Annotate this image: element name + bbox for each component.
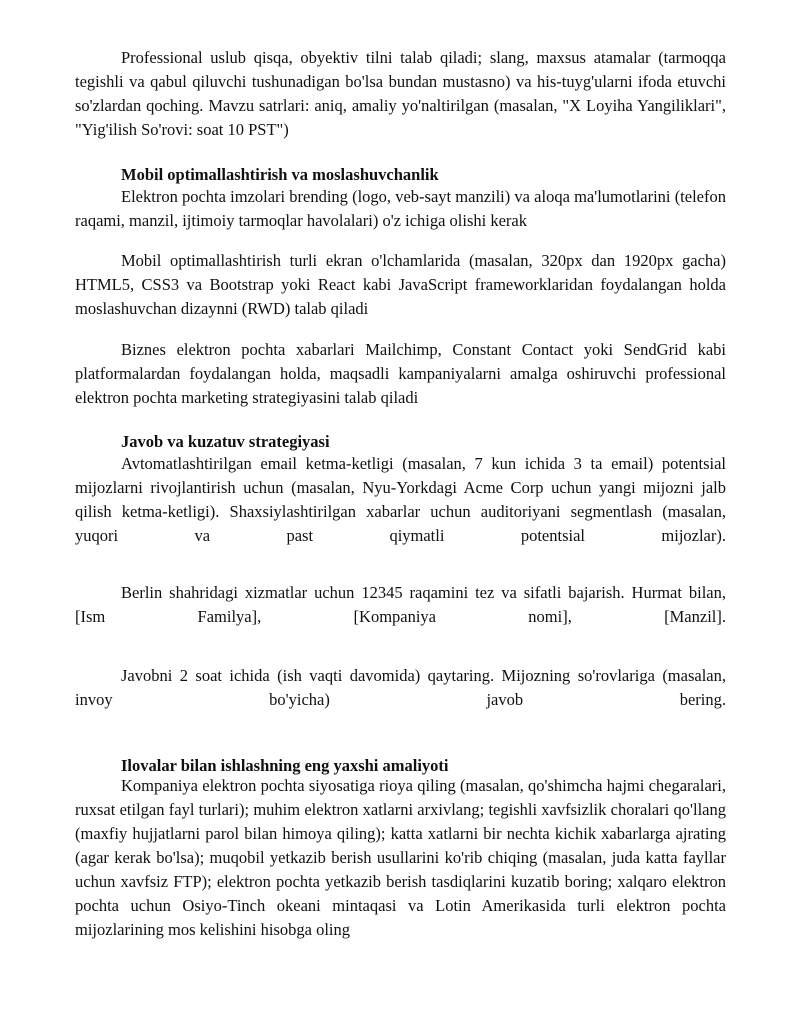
paragraph-reply-time: Javobni 2 soat ichida (ish vaqti davomida) qaytaring. Mijozning so'rovlariga (masalan, invoy bo'yicha) javob bering.	[75, 666, 726, 709]
heading-mobile-optimization: Mobil optimallashtirish va moslashuvchanlik	[121, 165, 439, 184]
paragraph-berlin-services: Berlin shahridagi xizmatlar uchun 12345 raqamini tez va sifatli bajarish. Hurmat bilan, [Ism Familya], [Kompaniya nomi], [Manzil].	[75, 583, 726, 626]
paragraph-automated-sequence: Avtomatlashtirilgan email ketma-ketligi (masalan, 7 kun ichida 3 ta email) potentsial mijozlarni rivojlantirish uchun (masalan, Nyu-Yorkdagi Acme Corp uchun yangi mijozni jalb qilish ketma-ketligi). Shaxsiylashtirilgan xabarlar uchun auditoriyani segmentlash (masalan, yuqori va past qiymatli potentsial mijozlar).	[75, 454, 726, 545]
paragraph-professional-style: Professional uslub qisqa, obyektiv tilni talab qiladi; slang, maxsus atamalar (tarmoqqa tegishli va qabul qiluvchi tushunadigan bo'lsa bundan mustasno) va his-tuyg'ularni ifoda etuvchi so'zlardan qoching. Mavzu satrlari: aniq, amaliy yo'naltirilgan (masalan, "X Loyiha Yangiliklari", "Yig'ilish So'rovi: soat 10 PST")	[75, 48, 726, 139]
paragraph-responsive-design: Mobil optimallashtirish turli ekran o'lchamlarida (masalan, 320px dan 1920px gacha) HTML5, CSS3 va Bootstrap yoki React kabi JavaScript frameworklaridan foydalangan holda moslashuvchan dizaynni (RWD) talab qiladi	[75, 251, 726, 318]
paragraph-attachment-practices: Kompaniya elektron pochta siyosatiga rioya qiling (masalan, qo'shimcha hajmi chegaralari, ruxsat etilgan fayl turlari); muhim elektron xatlarni arxivlang; tegishli xavfsizlik choralari qo'llang (maxfiy hujjatlarni parol bilan himoya qiling); katta xatlarni bir nechta kichik xabarlarga ajrating (agar kerak bo'lsa); muqobil yetkazib berish usullarini ko'rib chiqing (masalan, juda katta fayllar uchun xavfsiz FTP); elektron pochta yetkazib berish tasdiqlarini kuzatib boring; xalqaro elektron pochta uchun Osiyo-Tinch okeani mintaqasi va Lotin Amerikasida turli elektron pochta mijozlarining mos kelishini hisobga oling	[75, 776, 726, 939]
paragraph-email-marketing: Biznes elektron pochta xabarlari Mailchimp, Constant Contact yoki SendGrid kabi platformalardan foydalangan holda, maqsadli kampaniyalarni amalga oshiruvchi professional elektron pochta marketing strategiyasini talab qiladi	[75, 340, 726, 407]
heading-response-strategy: Javob va kuzatuv strategiyasi	[121, 432, 330, 451]
paragraph-email-signatures: Elektron pochta imzolari brending (logo, veb-sayt manzili) va aloqa ma'lumotlarini (telefon raqami, manzil, ijtimoiy tarmoqlar havolalari) o'z ichiga olishi kerak	[75, 187, 726, 230]
heading-attachments: Ilovalar bilan ishlashning eng yaxshi amaliyoti	[121, 756, 449, 775]
